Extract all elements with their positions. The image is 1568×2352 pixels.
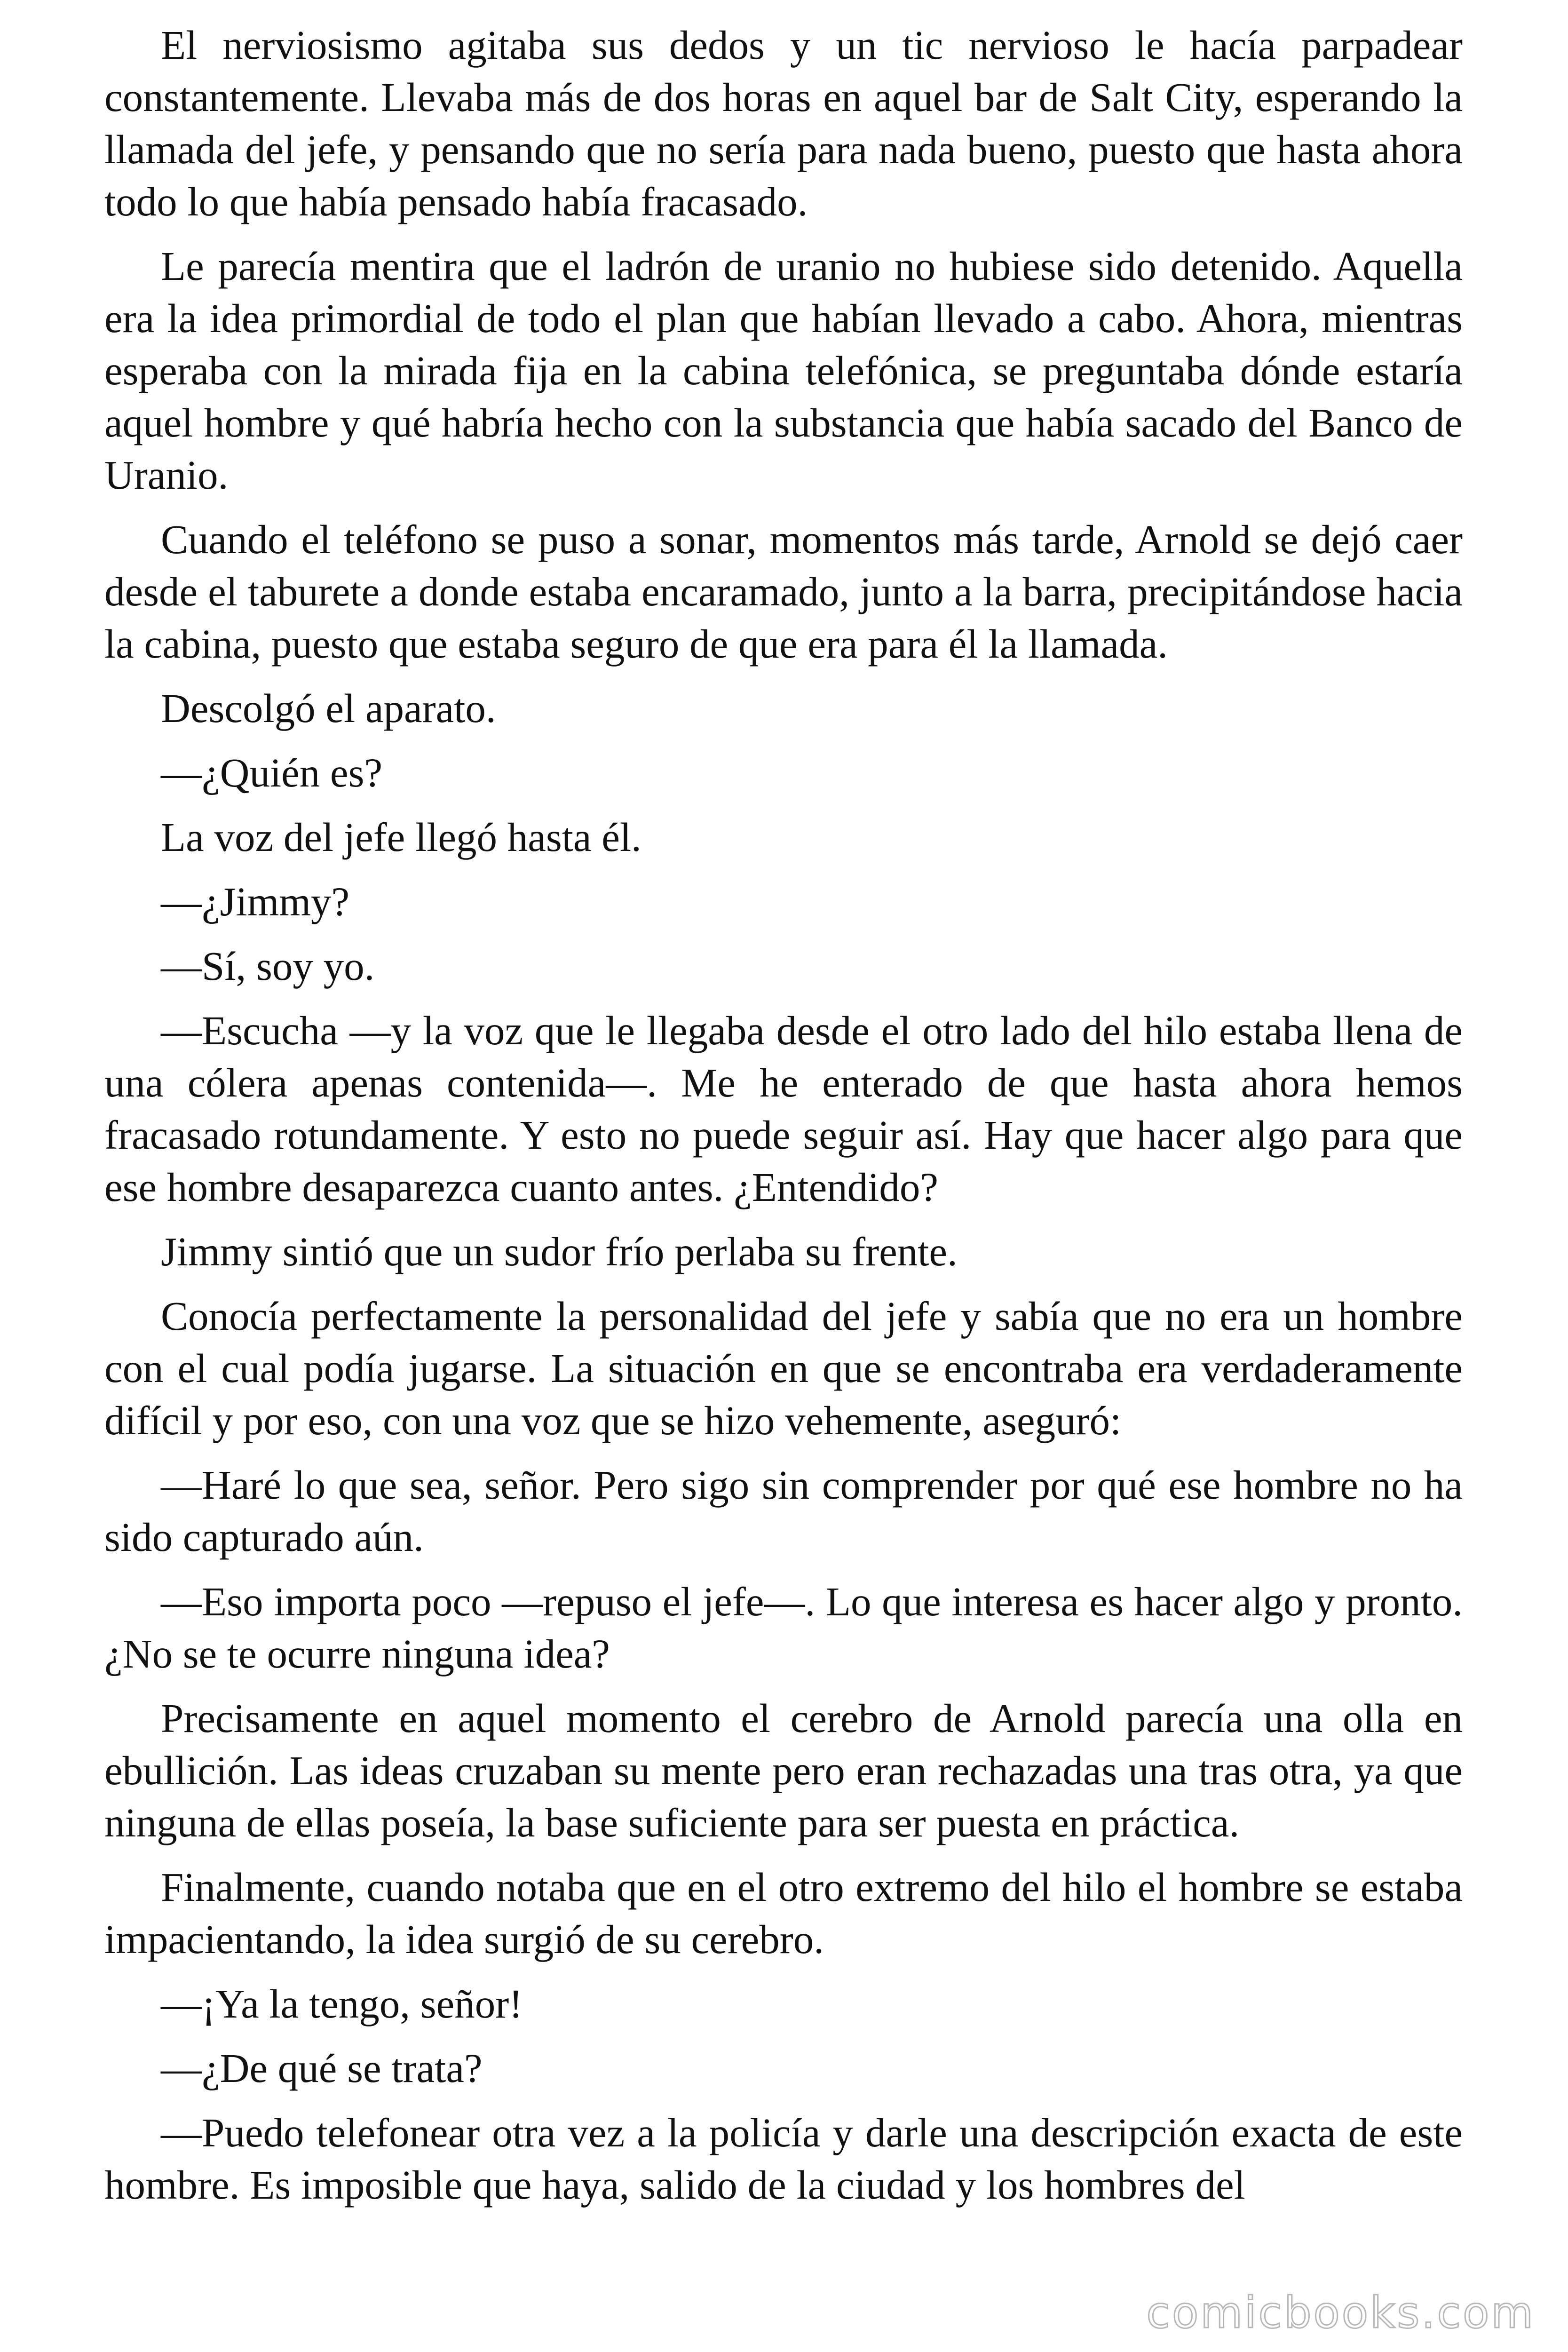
- paragraph: Jimmy sintió que un sudor frío perlaba su frente.: [161, 1229, 958, 1274]
- paragraph: Le parecía mentira que el ladrón de uranio no hubiese sido detenido. Aquella era la idea primordial de todo el plan que habían llevado a cabo. Ahora, mientras esperaba con la mirada fija en la cabina telefónica, se preguntaba dónde estaría aquel hombre y qué habría hecho con la substancia que había sacado del Banco de Uranio.: [104, 243, 1463, 498]
- paragraph: —Escucha —y la voz que le llegaba desde el otro lado del hilo estaba llena de una cólera apenas contenida—. Me he enterado de que hasta ahora hemos fracasado rotundamente. Y esto no puede seguir así. Hay que hacer algo para que ese hombre desaparezca cuanto antes. ¿Entendido?: [104, 1008, 1463, 1210]
- paragraph: Conocía perfectamente la personalidad del jefe y sabía que no era un hombre con el cual podía jugarse. La situación en que se encontraba era verdaderamente difícil y por eso, con una voz que se hizo vehemente, aseguró:: [104, 1293, 1463, 1443]
- paragraph: La voz del jefe llegó hasta él.: [161, 814, 641, 860]
- body-text: [104, 19, 1463, 2223]
- paragraph: Cuando el teléfono se puso a sonar, momentos más tarde, Arnold se dejó caer desde el taburete a donde estaba encaramado, junto a la barra, precipitándose hacia la cabina, puesto que estaba seguro de que era para él la llamada.: [104, 516, 1463, 667]
- paragraph: —Eso importa poco —repuso el jefe—. Lo que interesa es hacer algo y pronto. ¿No se te ocurre ninguna idea?: [104, 1579, 1463, 1677]
- paragraph: Precisamente en aquel momento el cerebro de Arnold parecía una olla en ebullición. Las ideas cruzaban su mente pero eran rechazadas una tras otra, ya que ninguna de ellas poseía, la base suficiente para ser puesta en práctica.: [104, 1695, 1463, 1845]
- paragraph: Descolgó el aparato.: [161, 685, 496, 731]
- watermark: comicbooks.com: [1146, 2288, 1535, 2338]
- paragraph: —¿Jimmy?: [161, 879, 350, 924]
- paragraph: —¡Ya la tengo, señor!: [161, 1981, 523, 2026]
- paragraph: —Puedo telefonear otra vez a la policía y darle una descripción exacta de este hombre. Es imposible que haya, salido de la ciudad y los hombres del: [104, 2110, 1463, 2208]
- paragraph: —¿Quién es?: [161, 750, 383, 795]
- paragraph: —Haré lo que sea, señor. Pero sigo sin comprender por qué ese hombre no ha sido capturado aún.: [104, 1462, 1463, 1560]
- paragraph: —¿De qué se trata?: [161, 2045, 483, 2091]
- paragraph: El nerviosismo agitaba sus dedos y un tic nervioso le hacía parpadear constantemente. Llevaba más de dos horas en aquel bar de Salt City, esperando la llamada del jefe, y pensando que no sería para nada bueno, puesto que hasta ahora todo lo que había pensado había fracasado.: [104, 22, 1463, 224]
- paragraph: —Sí, soy yo.: [161, 943, 375, 989]
- paragraph: Finalmente, cuando notaba que en el otro extremo del hilo el hombre se estaba impacientando, la idea surgió de su cerebro.: [104, 1864, 1463, 1962]
